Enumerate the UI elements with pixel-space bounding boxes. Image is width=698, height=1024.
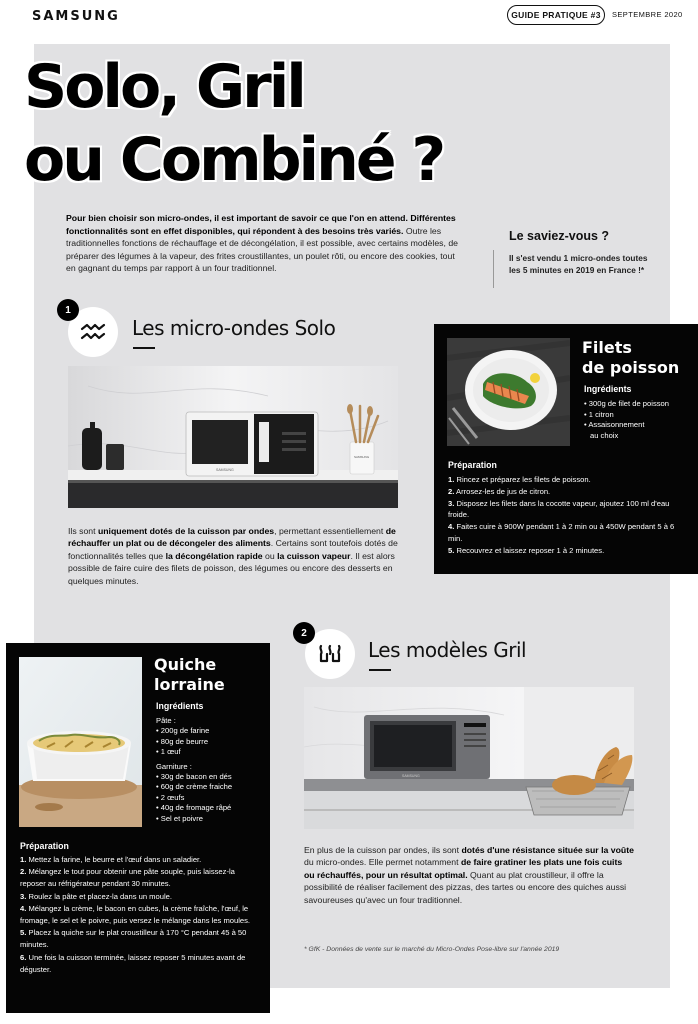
grill-text-1: En plus de la cuisson par ondes, ils sont	[304, 845, 462, 855]
list-item	[448, 521, 684, 545]
fish-dish-photo	[447, 338, 570, 446]
step-number: 4.	[20, 903, 27, 913]
solo-bold-1: uniquement dotés de la cuisson par ondes	[97, 526, 275, 536]
intro-paragraph	[66, 212, 464, 275]
quiche-ingredients-list	[156, 716, 268, 824]
quiche-steps-list	[20, 854, 260, 976]
grill-text-2: du micro-ondes. Elle permet notamment	[304, 857, 461, 868]
fish-steps-list	[448, 474, 684, 557]
step-number: 1.	[20, 855, 27, 864]
quiche-recipe-card	[6, 643, 270, 1013]
list-item	[20, 891, 260, 903]
jar-label: SAMSUNG	[354, 455, 370, 459]
list-item: • Sel et poivre	[156, 813, 203, 823]
quiche-title-line-2: lorraine	[154, 675, 225, 694]
samsung-logo: SAMSUNG	[32, 9, 120, 24]
section-1-title: Les micro-ondes Solo	[132, 316, 336, 340]
solo-text-5: . Il est alors possible de faire cuire des filets de poisson, des légumes ou encore des desserts en quelques minutes.	[68, 550, 395, 586]
grill-text-3: Quant au plat croustilleur, il offre la possibilité de réaliser facilement des pizzas, des tartes ou encore des quiches aussi savoureuses qu'avec un four traditionnel.	[304, 869, 627, 905]
step-text: Placez la quiche sur le plat croustilleur à 170 °C pendant 45 à 50 minutes.	[20, 928, 247, 950]
solo-bold-2: de réchauffer un plat ou de décongeler des aliments	[68, 526, 396, 549]
step-text: Faites cuire à 900W pendant 1 à 2 min ou à 450W pendant 5 à 6 min.	[448, 522, 675, 543]
solo-description	[68, 525, 398, 587]
list-item: • 40g de fromage râpé	[156, 803, 232, 813]
fact-box-title: Le saviez-vous ?	[509, 229, 610, 243]
step-text: Une fois la cuisson terminée, laissez reposer 5 minutes avant de déguster.	[20, 952, 246, 974]
section-2-title: Les modèles Gril	[368, 638, 527, 662]
section-1-number: 1	[57, 299, 79, 321]
list-item	[20, 903, 260, 927]
list-item: • 30g de bacon en dés	[156, 772, 232, 782]
grill-microwave-brand: SAMSUNG	[402, 774, 420, 778]
solo-text-1: Ils sont	[68, 526, 98, 536]
list-item: • 1 citron	[584, 409, 614, 419]
list-item: • 60g de crème fraiche	[156, 782, 233, 792]
solo-text-2: , permettant essentiellement	[274, 526, 386, 536]
list-item	[20, 866, 260, 890]
section-1-rule	[133, 347, 155, 349]
fish-title-line-2: de poisson	[582, 358, 680, 377]
list-item: • Assaisonnement	[584, 420, 645, 430]
page-title-line-2: ou Combiné ?	[24, 125, 444, 195]
fact-box-divider	[493, 250, 494, 288]
step-text: Disposez les filets dans la cocotte vapeur, ajoutez 100 ml d'eau froide.	[448, 498, 670, 520]
list-item: Pâte :	[156, 716, 176, 725]
solo-bold-4: la cuisson vapeur	[277, 550, 351, 561]
grill-bold-2: de faire gratiner les plats une fois cuits ou réchauffés, pour un résultat optimal.	[304, 857, 623, 880]
list-item	[448, 486, 684, 498]
issue-date: SEPTEMBRE 2020	[612, 10, 683, 19]
step-number: 6.	[20, 952, 27, 962]
step-number: 3.	[448, 498, 455, 508]
quiche-ingredients-label: Ingrédients	[156, 701, 204, 711]
section-2-rule	[369, 669, 391, 671]
step-number: 5.	[448, 545, 455, 555]
quiche-title-line-1: Quiche	[154, 655, 217, 674]
fish-recipe-card	[434, 324, 698, 574]
intro-text: Outre les traditionnelles fonctions de réchauffage et de décongélation, il est possible, avec certains modèles, de préparer des légumes à la vapeur, des frites croustillantes, un poulet rôti, ou encore des cookies, tout en gagnant du temps par rapport à un four traditionnel.	[66, 225, 458, 274]
list-item	[448, 545, 684, 557]
list-item: Garniture :	[156, 761, 192, 771]
step-number: 2.	[448, 486, 455, 496]
grill-bold-1: dotés d'une résistance située sur la voûte	[461, 845, 634, 855]
step-text: Mettez la farine, le beurre et l'œuf dans un saladier.	[26, 855, 202, 864]
step-text: Roulez la pâte et placez-la dans un moule.	[26, 891, 172, 901]
step-text: Arrosez-les de jus de citron.	[454, 486, 551, 496]
list-item: • 1 œuf	[156, 747, 181, 757]
section-2-number: 2	[293, 622, 315, 644]
list-item: au choix	[590, 430, 619, 440]
page-title-line-1: Solo, Gril	[24, 52, 304, 122]
intro-bold: Pour bien choisir son micro-ondes, il est important de savoir ce que l'on en attend. Différentes fonctionnalités sont en effet disponibles, qui répondent à des besoins très variés.	[66, 213, 456, 236]
step-number: 3.	[20, 891, 27, 901]
list-item: • 80g de beurre	[156, 736, 209, 746]
step-text: Rincez et préparez les filets de poisson.	[454, 475, 591, 484]
grill-description	[304, 844, 634, 906]
list-item	[20, 854, 260, 866]
list-item	[448, 498, 684, 522]
quiche-preparation-label: Préparation	[20, 841, 69, 851]
solo-bold-3: la décongélation rapide	[165, 550, 263, 561]
step-text: Recouvrez et laissez reposer 1 à 2 minutes.	[454, 545, 605, 555]
footnote: * GfK - Données de vente sur le marché du Micro-Ondes Pose-libre sur l'année 2019	[304, 946, 560, 953]
fish-preparation-label: Préparation	[448, 460, 497, 470]
step-number: 1.	[448, 475, 455, 484]
solo-text-3: . Certains sont toutefois dotés de fonctionnalités telles que	[68, 538, 398, 561]
list-item	[20, 927, 260, 951]
fish-ingredients-list	[584, 399, 694, 441]
solo-microwave-photo	[68, 366, 398, 508]
fact-box-text: Il s'est vendu 1 micro-ondes toutes les 5 minutes en 2019 en France !*	[509, 253, 648, 275]
grill-microwave-photo	[304, 687, 634, 829]
step-number: 4.	[448, 522, 455, 532]
list-item: • 200g de farine	[156, 726, 210, 736]
fish-ingredients-label: Ingrédients	[584, 384, 632, 394]
guide-badge: GUIDE PRATIQUE #3	[507, 5, 605, 25]
list-item: • 2 œufs	[156, 792, 185, 802]
fish-title-line-1: Filets	[582, 338, 632, 357]
step-number: 2.	[20, 867, 27, 877]
step-number: 5.	[20, 928, 27, 938]
solo-microwave-brand: SAMSUNG	[216, 468, 234, 472]
list-item	[448, 474, 684, 486]
quiche-dish-photo	[19, 657, 142, 827]
list-item	[20, 952, 260, 976]
solo-text-4: ou	[262, 550, 278, 561]
step-text: Mélangez la crème, le bacon en cubes, la crème fraîche, l'œuf, le fromage, le sel et le poivre, puis versez le mélange dans les moules.	[20, 903, 251, 926]
step-text: Mélangez le tout pour obtenir une pâte souple, puis laissez-la reposer au réfrigérateur pendant 30 minutes.	[20, 867, 235, 889]
list-item: • 300g de filet de poisson	[584, 399, 669, 408]
